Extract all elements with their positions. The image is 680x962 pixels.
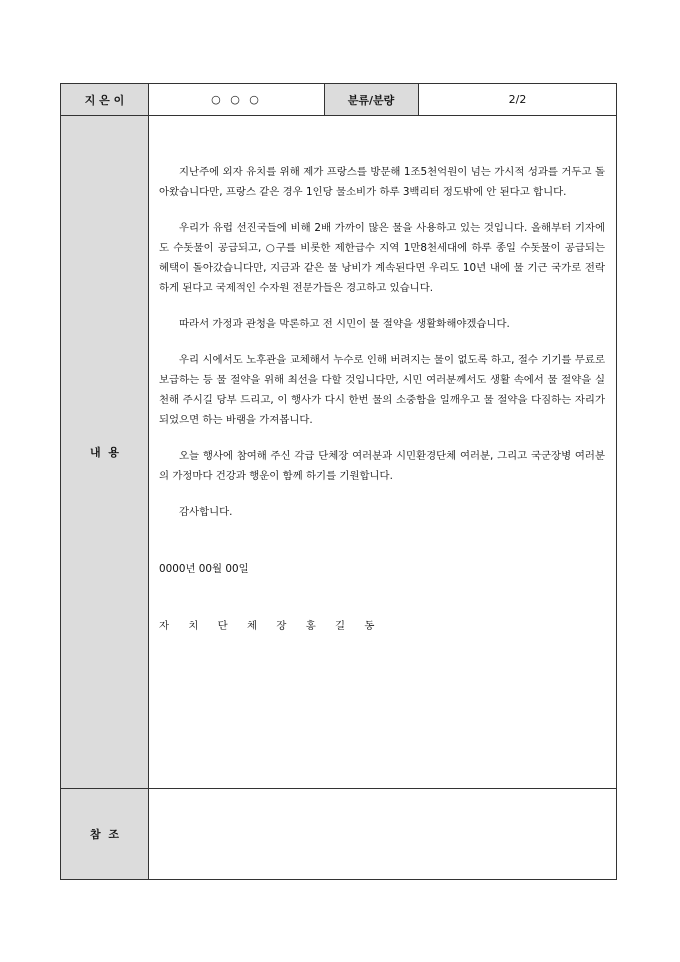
speech-paragraph-1: 지난주에 외자 유치를 위해 제가 프랑스를 방문해 1조5천억원이 넘는 가시적 성과를 거두고 돌아왔습니다만, 프랑스 같은 경우 1인당 물소비가 하루 3백리터 정도밖에 안 된다고 합니다. (159, 166, 605, 198)
reference-label: 참 조 (90, 828, 119, 841)
speech-paragraph-3: 따라서 가정과 관청을 막론하고 전 시민이 물 절약을 생활화해야겠습니다. (179, 318, 510, 330)
speech-closing: 감사합니다. (179, 506, 233, 518)
author-value: ○ ○ ○ (211, 93, 262, 106)
author-label: 지 은 이 (84, 93, 125, 107)
content-label: 내 용 (90, 446, 119, 459)
speech-paragraph-2: 우리가 유럽 선진국들에 비해 2배 가까이 많은 물을 사용하고 있는 것입니다. 올해부터 기자에도 수돗물이 공급되고, ○구를 비롯한 제한급수 지역 1만8천세대에 하루 종일 수돗물이 공급되는 혜택이 돌아갔습니다만, 지금과 같은 물 낭비가 계속된다면 우리도 10년 내에 물 기근 국가로 전락하게 된다고 국제적인 수자원 전문가들은 경고하고 있습니다. (159, 222, 605, 294)
reference-value (149, 789, 616, 879)
category-label: 분류/분량 (347, 93, 395, 107)
label-column-divider (148, 84, 149, 879)
speech-paragraph-4: 우리 시에서도 노후관을 교체해서 누수로 인해 버려지는 물이 없도록 하고, 절수 기기를 무료로 보급하는 등 물 절약을 위해 최선을 다할 것입니다만, 시민 여러분께서도 생활 속에서 물 절약을 실천해 주시길 당부 드리고, 이 행사가 다시 한번 물의 소중함을 일깨우고 물 절약을 다짐하는 자리가 되었으면 하는 바램을 가져봅니다. (159, 354, 605, 426)
speech-signature: 자 치 단 체 장 홍 길 동 (159, 620, 383, 632)
speech-date: 0000년 00월 00일 (159, 563, 249, 575)
category-value: 2/2 (508, 93, 527, 106)
speech-form-table (60, 83, 617, 880)
speech-paragraph-5: 오늘 행사에 참여해 주신 각급 단체장 여러분과 시민환경단체 여러분, 그리고 국군장병 여러분의 가정마다 건강과 행운이 함께 하기를 기원합니다. (159, 450, 605, 482)
speech-body (159, 162, 605, 636)
